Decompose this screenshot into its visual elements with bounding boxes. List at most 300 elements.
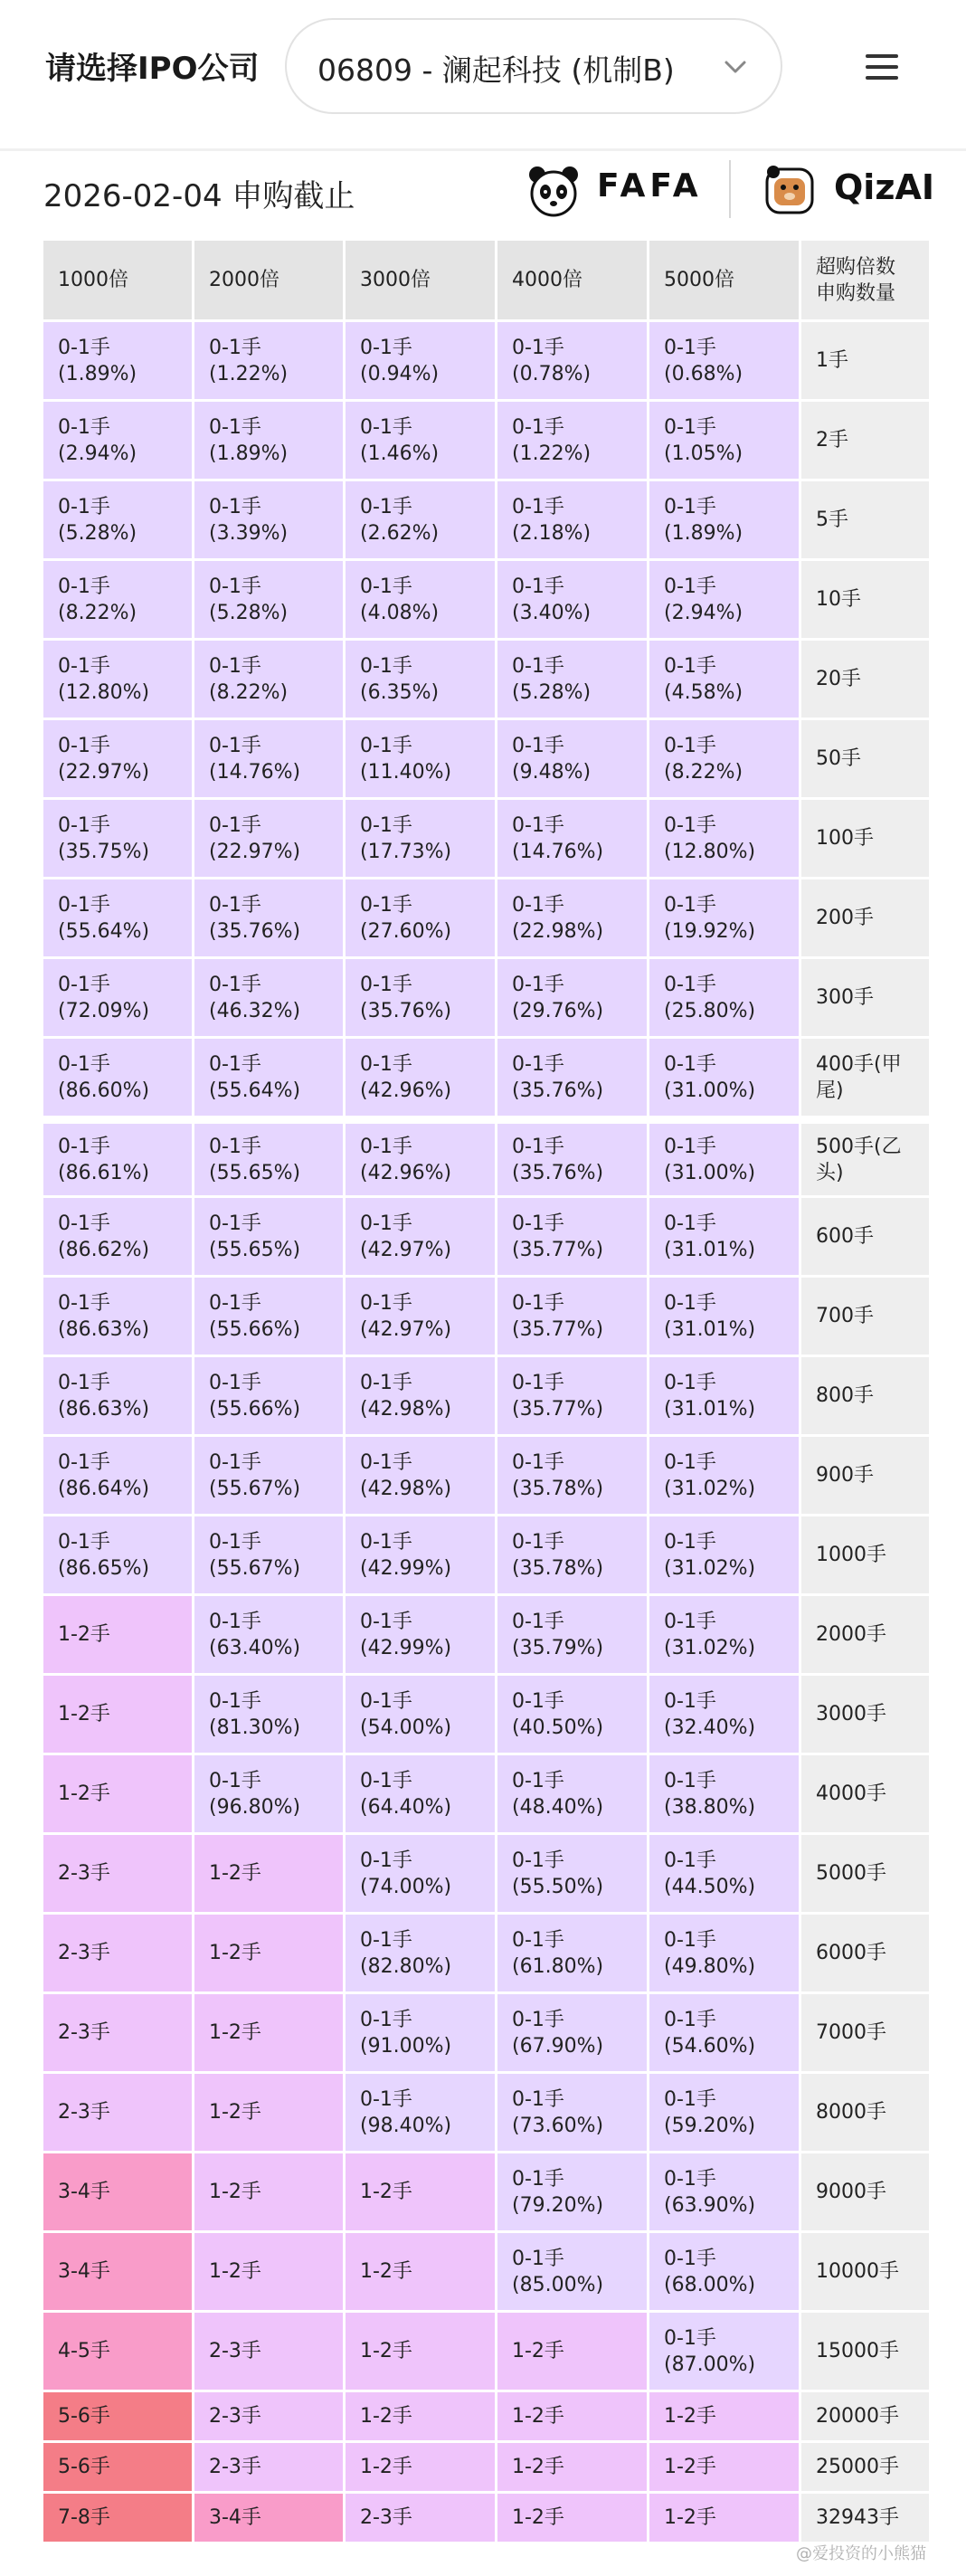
cell-lot-range: 1-2手 xyxy=(512,2456,564,2478)
lot-quantity-label: 1000手 xyxy=(816,1544,886,1566)
allotment-cell xyxy=(497,720,649,800)
cell-lot-range: 0-1手 xyxy=(360,1928,412,1952)
cell-lot-range: 0-1手 xyxy=(209,1769,261,1792)
cell-lot-range: 0-1手 xyxy=(512,1450,564,1474)
allotment-cell xyxy=(346,1596,497,1676)
chevron-down-icon xyxy=(723,54,748,80)
cell-lot-range: 1-2手 xyxy=(512,2506,564,2529)
lot-quantity-label: 6000手 xyxy=(816,1942,886,1964)
allotment-cell xyxy=(346,1994,497,2074)
cell-lot-range: 0-1手 xyxy=(664,1291,716,1315)
lot-quantity-cell xyxy=(801,1357,932,1437)
lot-quantity-cell xyxy=(801,561,932,641)
cell-lot-range: 0-1手 xyxy=(58,734,110,757)
cell-lot-range: 0-1手 xyxy=(58,415,110,439)
brand-fafa-logo: FAFA xyxy=(597,167,703,204)
allotment-cell xyxy=(346,2233,497,2313)
allotment-cell xyxy=(497,1676,649,1755)
allotment-cell xyxy=(194,1994,346,2074)
cell-lot-range: 0-1手 xyxy=(209,813,261,837)
table-row xyxy=(43,2392,932,2443)
table-row xyxy=(43,1755,932,1835)
allotment-cell xyxy=(497,2153,649,2233)
lot-column-header xyxy=(801,241,932,322)
lot-quantity-label: 2000手 xyxy=(816,1623,886,1646)
allotment-cell xyxy=(649,1278,801,1357)
allotment-cell xyxy=(346,879,497,959)
allotment-cell xyxy=(497,1278,649,1357)
cell-probability: (31.01%) xyxy=(664,1397,756,1421)
lot-quantity-cell xyxy=(801,402,932,481)
cell-lot-range: 1-2手 xyxy=(209,2181,261,2203)
cell-lot-range: 0-1手 xyxy=(664,1769,716,1792)
cell-probability: (2.18%) xyxy=(512,521,592,545)
cell-probability: (63.90%) xyxy=(664,2193,756,2217)
cell-lot-range: 0-1手 xyxy=(512,575,564,598)
cell-lot-range: 0-1手 xyxy=(512,734,564,757)
table-row xyxy=(43,1835,932,1915)
cell-probability: (42.96%) xyxy=(360,1161,452,1184)
cell-lot-range: 0-1手 xyxy=(512,415,564,439)
cell-lot-range: 0-1手 xyxy=(360,1610,412,1633)
allotment-cell xyxy=(346,1198,497,1278)
lot-quantity-label: 2手 xyxy=(816,429,848,452)
cell-lot-range: 0-1手 xyxy=(664,336,716,359)
cell-lot-range: 0-1手 xyxy=(209,1212,261,1235)
cell-lot-range: 0-1手 xyxy=(360,1849,412,1872)
cell-lot-range: 1-2手 xyxy=(664,2405,716,2428)
cell-lot-range: 2-3手 xyxy=(209,2340,261,2362)
cell-probability: (31.01%) xyxy=(664,1317,756,1341)
table-row xyxy=(43,1596,932,1676)
cell-probability: (5.28%) xyxy=(209,601,289,624)
table-row xyxy=(43,641,932,720)
allotment-cell xyxy=(649,2494,801,2544)
cell-probability: (19.92%) xyxy=(664,919,756,943)
brand-separator xyxy=(729,160,731,218)
allotment-cell xyxy=(194,1915,346,1994)
cell-lot-range: 0-1手 xyxy=(512,2008,564,2031)
cell-probability: (55.50%) xyxy=(512,1875,604,1898)
table-row xyxy=(43,561,932,641)
allotment-cell xyxy=(346,1278,497,1357)
cell-probability: (61.80%) xyxy=(512,1954,604,1978)
column-header: 4000倍 xyxy=(497,241,649,322)
table-body xyxy=(43,322,932,2544)
allotment-cell xyxy=(497,1039,649,1118)
cell-lot-range: 0-1手 xyxy=(360,1212,412,1235)
cell-lot-range: 0-1手 xyxy=(512,973,564,996)
allotment-cell xyxy=(346,2494,497,2544)
cell-probability: (14.76%) xyxy=(209,760,301,784)
allotment-cell xyxy=(497,1835,649,1915)
cell-lot-range: 3-4手 xyxy=(58,2260,110,2283)
allotment-cell xyxy=(43,2313,194,2392)
cell-lot-range: 1-2手 xyxy=(209,1862,261,1885)
allotment-cell xyxy=(497,2443,649,2494)
cell-probability: (8.22%) xyxy=(664,760,743,784)
allotment-cell xyxy=(649,641,801,720)
allotment-cell xyxy=(649,1357,801,1437)
cell-lot-range: 0-1手 xyxy=(209,893,261,917)
cell-probability: (73.60%) xyxy=(512,2114,604,2137)
cell-lot-range: 1-2手 xyxy=(664,2506,716,2529)
cell-lot-range: 0-1手 xyxy=(664,1371,716,1394)
cell-lot-range: 0-1手 xyxy=(512,1769,564,1792)
allotment-cell xyxy=(194,1437,346,1516)
cell-lot-range: 1-2手 xyxy=(58,1782,110,1805)
cell-lot-range: 0-1手 xyxy=(58,813,110,837)
cell-probability: (35.75%) xyxy=(58,840,150,863)
allotment-cell xyxy=(497,2233,649,2313)
allotment-cell xyxy=(649,1516,801,1596)
allotment-cell xyxy=(194,2313,346,2392)
allotment-cell xyxy=(346,1039,497,1118)
cell-lot-range: 0-1手 xyxy=(209,1450,261,1474)
cell-lot-range: 2-3手 xyxy=(209,2456,261,2478)
cell-lot-range: 0-1手 xyxy=(209,1135,261,1158)
cell-lot-range: 0-1手 xyxy=(512,813,564,837)
cell-lot-range: 0-1手 xyxy=(664,1849,716,1872)
lot-quantity-label: 50手 xyxy=(816,747,861,770)
allotment-cell xyxy=(346,1437,497,1516)
cell-lot-range: 0-1手 xyxy=(209,495,261,518)
cell-probability: (86.63%) xyxy=(58,1317,150,1341)
allotment-cell xyxy=(194,879,346,959)
allotment-cell xyxy=(43,2074,194,2153)
cell-probability: (2.62%) xyxy=(360,521,440,545)
allotment-cell xyxy=(346,322,497,402)
lot-quantity-cell xyxy=(801,2153,932,2233)
cell-lot-range: 0-1手 xyxy=(664,1928,716,1952)
lot-quantity-cell xyxy=(801,1676,932,1755)
cell-probability: (31.02%) xyxy=(664,1636,756,1659)
cell-probability: (35.76%) xyxy=(512,1161,604,1184)
hamburger-menu-icon[interactable] xyxy=(864,51,900,83)
cell-probability: (48.40%) xyxy=(512,1795,604,1819)
allotment-cell xyxy=(43,1516,194,1596)
table-row xyxy=(43,2494,932,2544)
lot-quantity-cell xyxy=(801,1118,932,1198)
cell-lot-range: 0-1手 xyxy=(360,1530,412,1554)
cell-lot-range: 0-1手 xyxy=(58,973,110,996)
subheader xyxy=(0,151,966,240)
cell-lot-range: 0-1手 xyxy=(664,654,716,678)
allotment-cell xyxy=(194,1676,346,1755)
allotment-cell xyxy=(194,2494,346,2544)
cell-lot-range: 0-1手 xyxy=(512,1610,564,1633)
cell-lot-range: 5-6手 xyxy=(58,2456,110,2478)
allotment-cell xyxy=(43,1596,194,1676)
allotment-cell xyxy=(497,2392,649,2443)
table-row xyxy=(43,800,932,879)
cell-probability: (1.89%) xyxy=(58,362,137,385)
allotment-cell xyxy=(346,1357,497,1437)
brand-qizai-logo: QizAI xyxy=(834,167,934,207)
cell-lot-range: 0-1手 xyxy=(360,336,412,359)
lot-quantity-cell xyxy=(801,879,932,959)
cell-lot-range: 0-1手 xyxy=(664,2008,716,2031)
allotment-table-container xyxy=(43,241,932,2544)
allotment-cell xyxy=(194,2443,346,2494)
cell-probability: (9.48%) xyxy=(512,760,592,784)
table-row xyxy=(43,402,932,481)
allotment-cell xyxy=(346,1915,497,1994)
table-header-row xyxy=(43,241,932,322)
allotment-cell xyxy=(43,1676,194,1755)
top-header xyxy=(0,0,966,145)
lot-quantity-cell xyxy=(801,322,932,402)
allotment-cell xyxy=(194,1198,346,1278)
allotment-cell xyxy=(194,1835,346,1915)
allotment-cell xyxy=(43,2494,194,2544)
cell-lot-range: 1-2手 xyxy=(58,1623,110,1646)
allotment-cell xyxy=(194,959,346,1039)
lot-quantity-label: 3000手 xyxy=(816,1703,886,1725)
allotment-cell xyxy=(649,481,801,561)
cell-probability: (40.50%) xyxy=(512,1716,604,1739)
allotment-cell xyxy=(43,641,194,720)
lot-quantity-cell xyxy=(801,1835,932,1915)
cell-lot-range: 0-1手 xyxy=(512,1849,564,1872)
cell-lot-range: 0-1手 xyxy=(512,1928,564,1952)
table-row xyxy=(43,1357,932,1437)
allotment-cell xyxy=(346,2313,497,2392)
cell-lot-range: 0-1手 xyxy=(664,575,716,598)
cell-probability: (2.94%) xyxy=(664,601,743,624)
allotment-cell xyxy=(497,879,649,959)
allotment-cell xyxy=(194,322,346,402)
watermark: @爱投资的小熊猫 xyxy=(796,2544,926,2563)
lot-quantity-cell xyxy=(801,1915,932,1994)
allotment-cell xyxy=(649,1118,801,1198)
lot-quantity-label: 600手 xyxy=(816,1225,874,1248)
allotment-cell xyxy=(194,561,346,641)
allotment-cell xyxy=(649,1437,801,1516)
lot-quantity-cell xyxy=(801,1039,932,1118)
table-row xyxy=(43,2074,932,2153)
cell-lot-range: 0-1手 xyxy=(209,1052,261,1076)
allotment-cell xyxy=(194,720,346,800)
cell-probability: (55.65%) xyxy=(209,1161,301,1184)
cell-probability: (22.97%) xyxy=(58,760,150,784)
cell-probability: (12.80%) xyxy=(664,840,756,863)
allotment-cell xyxy=(346,561,497,641)
column-header: 5000倍 xyxy=(649,241,801,322)
allotment-cell xyxy=(497,1118,649,1198)
cell-probability: (1.22%) xyxy=(209,362,289,385)
cell-lot-range: 2-3手 xyxy=(58,2101,110,2124)
table-row xyxy=(43,2233,932,2313)
allotment-cell xyxy=(497,561,649,641)
cell-lot-range: 0-1手 xyxy=(664,2247,716,2270)
cell-probability: (91.00%) xyxy=(360,2034,452,2058)
cell-lot-range: 0-1手 xyxy=(209,1291,261,1315)
cell-lot-range: 0-1手 xyxy=(360,973,412,996)
cell-lot-range: 3-4手 xyxy=(58,2181,110,2203)
panda-logo-icon xyxy=(525,162,582,220)
cell-lot-range: 0-1手 xyxy=(360,2008,412,2031)
allotment-cell xyxy=(43,402,194,481)
allotment-cell xyxy=(497,1994,649,2074)
cell-lot-range: 1-2手 xyxy=(360,2260,412,2283)
lot-quantity-label: 9000手 xyxy=(816,2181,886,2203)
cell-probability: (35.77%) xyxy=(512,1317,604,1341)
cell-probability: (46.32%) xyxy=(209,999,301,1022)
cell-lot-range: 1-2手 xyxy=(664,2456,716,2478)
cell-probability: (85.00%) xyxy=(512,2273,604,2296)
table-row xyxy=(43,1278,932,1357)
allotment-cell xyxy=(649,1039,801,1118)
allotment-cell xyxy=(649,800,801,879)
cell-lot-range: 0-1手 xyxy=(209,654,261,678)
cell-probability: (12.80%) xyxy=(58,680,150,704)
cell-probability: (35.76%) xyxy=(512,1079,604,1102)
cell-lot-range: 0-1手 xyxy=(360,734,412,757)
ipo-select-label: 请选择IPO公司 xyxy=(45,51,260,87)
lot-quantity-label: 4000手 xyxy=(816,1782,886,1805)
cell-probability: (86.60%) xyxy=(58,1079,150,1102)
cell-probability: (44.50%) xyxy=(664,1875,756,1898)
lot-quantity-label: 20000手 xyxy=(816,2405,899,2428)
column-header: 3000倍 xyxy=(346,241,497,322)
cell-probability: (22.97%) xyxy=(209,840,301,863)
cell-lot-range: 0-1手 xyxy=(209,336,261,359)
cell-probability: (11.40%) xyxy=(360,760,452,784)
lot-quantity-cell xyxy=(801,2443,932,2494)
table-row xyxy=(43,2443,932,2494)
cell-probability: (1.05%) xyxy=(664,442,743,465)
lot-quantity-label: 300手 xyxy=(816,986,874,1009)
cell-lot-range: 0-1手 xyxy=(512,336,564,359)
cell-probability: (29.76%) xyxy=(512,999,604,1022)
cell-lot-range: 0-1手 xyxy=(209,1689,261,1713)
allotment-cell xyxy=(43,1915,194,1994)
cell-probability: (17.73%) xyxy=(360,840,452,863)
cell-lot-range: 0-1手 xyxy=(664,495,716,518)
allotment-cell xyxy=(497,959,649,1039)
cell-probability: (35.79%) xyxy=(512,1636,604,1659)
allotment-cell xyxy=(194,1516,346,1596)
cell-probability: (98.40%) xyxy=(360,2114,452,2137)
cell-lot-range: 1-2手 xyxy=(58,1703,110,1725)
cell-lot-range: 0-1手 xyxy=(360,1450,412,1474)
cell-lot-range: 0-1手 xyxy=(664,1052,716,1076)
allotment-cell xyxy=(346,641,497,720)
ipo-company-selector[interactable] xyxy=(285,18,782,114)
allotment-cell xyxy=(497,2313,649,2392)
cell-lot-range: 0-1手 xyxy=(209,973,261,996)
lot-quantity-label: 32943手 xyxy=(816,2506,899,2529)
allotment-cell xyxy=(43,879,194,959)
allotment-table xyxy=(43,241,932,2544)
table-row xyxy=(43,481,932,561)
table-row xyxy=(43,1118,932,1198)
cell-probability: (0.94%) xyxy=(360,362,440,385)
cell-lot-range: 0-1手 xyxy=(512,1530,564,1554)
allotment-cell xyxy=(497,1915,649,1994)
lot-quantity-label: 15000手 xyxy=(816,2340,899,2362)
cell-lot-range: 0-1手 xyxy=(512,1371,564,1394)
cell-lot-range: 0-1手 xyxy=(512,1689,564,1713)
cell-lot-range: 0-1手 xyxy=(209,734,261,757)
cell-lot-range: 0-1手 xyxy=(209,415,261,439)
cell-lot-range: 4-5手 xyxy=(58,2340,110,2362)
allotment-cell xyxy=(346,720,497,800)
cell-probability: (22.98%) xyxy=(512,919,604,943)
cell-probability: (87.00%) xyxy=(664,2353,756,2376)
cell-probability: (64.40%) xyxy=(360,1795,452,1819)
allotment-cell xyxy=(43,2153,194,2233)
cell-lot-range: 1-2手 xyxy=(360,2456,412,2478)
table-row xyxy=(43,2153,932,2233)
cell-probability: (4.08%) xyxy=(360,601,440,624)
cell-probability: (3.39%) xyxy=(209,521,289,545)
cell-lot-range: 1-2手 xyxy=(209,2260,261,2283)
cell-probability: (35.76%) xyxy=(360,999,452,1022)
cell-probability: (5.28%) xyxy=(58,521,137,545)
lot-quantity-label: 20手 xyxy=(816,668,861,690)
allotment-cell xyxy=(649,959,801,1039)
allotment-cell xyxy=(43,800,194,879)
cell-probability: (1.89%) xyxy=(664,521,743,545)
cell-lot-range: 0-1手 xyxy=(512,2087,564,2111)
allotment-cell xyxy=(43,481,194,561)
table-row xyxy=(43,959,932,1039)
cell-probability: (1.46%) xyxy=(360,442,440,465)
allotment-cell xyxy=(497,2074,649,2153)
allotment-cell xyxy=(194,2074,346,2153)
lot-quantity-label: 8000手 xyxy=(816,2101,886,2124)
cell-probability: (63.40%) xyxy=(209,1636,301,1659)
cell-lot-range: 1-2手 xyxy=(512,2405,564,2428)
allotment-cell xyxy=(43,322,194,402)
cell-lot-range: 0-1手 xyxy=(58,1371,110,1394)
allotment-cell xyxy=(43,2392,194,2443)
cell-probability: (54.60%) xyxy=(664,2034,756,2058)
table-row xyxy=(43,1994,932,2074)
cell-probability: (2.94%) xyxy=(58,442,137,465)
allotment-cell xyxy=(649,2153,801,2233)
cell-lot-range: 0-1手 xyxy=(664,973,716,996)
allotment-cell xyxy=(649,2443,801,2494)
allotment-cell xyxy=(43,561,194,641)
cell-lot-range: 0-1手 xyxy=(58,575,110,598)
cell-lot-range: 0-1手 xyxy=(360,1291,412,1315)
allotment-cell xyxy=(346,1835,497,1915)
lot-quantity-cell xyxy=(801,1278,932,1357)
table-row xyxy=(43,1915,932,1994)
allotment-cell xyxy=(346,1676,497,1755)
cell-lot-range: 0-1手 xyxy=(664,2087,716,2111)
cell-lot-range: 0-1手 xyxy=(664,1212,716,1235)
cell-probability: (82.80%) xyxy=(360,1954,452,1978)
cell-lot-range: 0-1手 xyxy=(58,654,110,678)
table-row xyxy=(43,879,932,959)
allotment-cell xyxy=(649,1994,801,2074)
allotment-cell xyxy=(497,1596,649,1676)
allotment-cell xyxy=(43,1198,194,1278)
allotment-cell xyxy=(43,1994,194,2074)
cell-lot-range: 1-2手 xyxy=(209,1942,261,1964)
lot-quantity-label: 5000手 xyxy=(816,1862,886,1885)
cell-lot-range: 0-1手 xyxy=(360,415,412,439)
cell-lot-range: 0-1手 xyxy=(58,1212,110,1235)
allotment-cell xyxy=(194,1357,346,1437)
cell-probability: (0.78%) xyxy=(512,362,592,385)
lot-quantity-cell xyxy=(801,1516,932,1596)
cell-lot-range: 2-3手 xyxy=(58,2021,110,2044)
